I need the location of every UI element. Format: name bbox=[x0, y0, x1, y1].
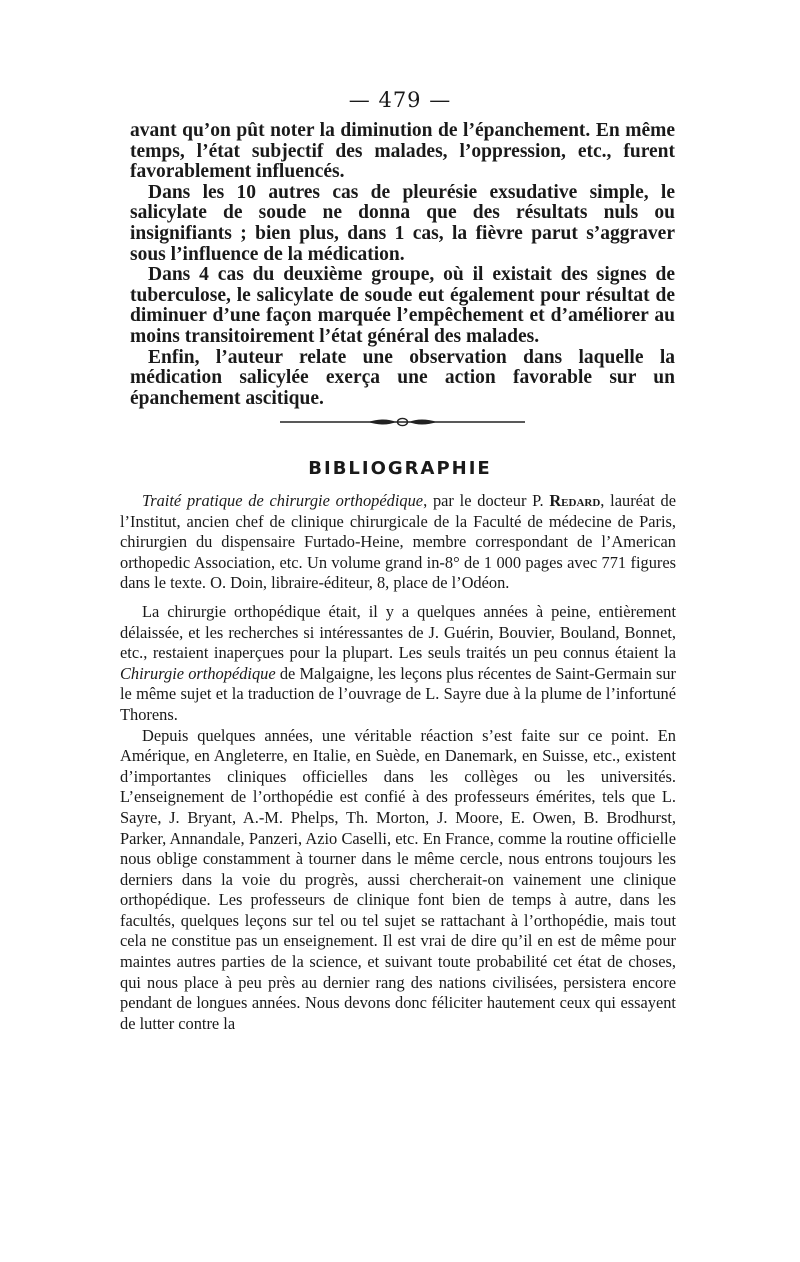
paragraph: Dans 4 cas du deuxième groupe, où il existait des signes de tuberculose, le salicylate de soude eut également pour résultat de diminuer d’une façon marquée l’empêchement et d’améliorer au moins transitoirement l’état général des malades. bbox=[130, 264, 675, 347]
ornamental-separator bbox=[280, 416, 525, 428]
bibliography-section bbox=[120, 491, 676, 1034]
paragraph: Enfin, l’auteur relate une observation dans laquelle la médication salicylée exerça une action favorable sur un épanchement ascitique. bbox=[130, 346, 675, 409]
review-paragraph: Depuis quelques années, une véritable réaction s’est faite sur ce point. En Amérique, en Angleterre, en Italie, en Suède, en Danemark, en Suisse, etc., existent d’importantes cliniques officielles dans les collèges ou les universités. L’enseignement de l’orthopédie est confié à des professeurs émérites, tels que L. Sayre, J. Bryant, A.-M. Phelps, Th. Morton, J. Moore, E. Owen, B. Brodhurst, Parker, Annandale, Panzeri, Azio Caselli, etc. En France, comme la routine officielle nous oblige constamment à tourner dans le même cercle, nous entrons toujours les derniers dans la voie du progrès, aussi chercherait-on vainement une clinique orthopédique. Les professeurs de clinique font bien de temps à autre, dans les facultés, quelques leçons sur tel ou tel sujet se rattachant à l’orthopédie, mais tout cela ne constitue pas un enseignement. Il est vrai de dire qu’il en est de même pour maintes autres parties de la science, et suivant toute probabilité cet état de choses, qui nous place à peu près au dernier rang des nations civilisées, persistera encore pendant de longues années. Nous devons donc féliciter hautement ceux qui essayent de lutter contre la bbox=[120, 725, 676, 1033]
bibliographic-reference bbox=[120, 491, 676, 594]
reference-text: , lauréat de l’Institut, ancien chef de clinique chirurgicale de la Faculté de médecine de Paris, chirurgien du dispensaire Furtado-Heine, membre correspondant de l’American orthopedic Association, etc. Un volume grand in-8° de 1 000 pages avec 771 figures dans le texte. O. Doin, libraire-éditeur, 8, place de l’Odéon. bbox=[120, 491, 676, 593]
reference-text: , par le docteur P. bbox=[423, 491, 550, 510]
author-name: Redard bbox=[549, 491, 601, 510]
book-title: Traité pratique de chirurgie orthopédique bbox=[142, 491, 424, 510]
paragraph: Dans les 10 autres cas de pleurésie exsudative simple, le salicylate de soude ne donna que des résultats nuls ou insignifiants ; bien plus, dans 1 cas, la fièvre parut s’aggraver sous l’influence de la médication. bbox=[130, 181, 675, 265]
article-continuation bbox=[130, 121, 675, 409]
paragraph: avant qu’on pût noter la diminution de l’épanchement. En même temps, l’état subjectif des malades, l’oppression, etc., furent favorablement influencés. bbox=[130, 120, 675, 183]
cited-title: Chirurgie orthopédique bbox=[120, 663, 276, 683]
page-number: — 479 — bbox=[348, 88, 452, 112]
review-paragraph bbox=[120, 602, 676, 726]
review-text: La chirurgie orthopédique était, il y a quelques années à peine, entièrement délaissée, et les recherches si intéressantes de J. Guérin, Bouvier, Bouland, Bonnet, etc., restaient inaperçues pour la plupart. Les seuls traités un peu connus étaient la bbox=[120, 601, 676, 663]
section-title: BIBLIOGRAPHIE bbox=[308, 458, 492, 479]
review-text: de Malgaigne, les leçons plus récentes de Saint-Germain sur le même sujet et la traduction de l’ouvrage de L. Sayre due à la plume de l’infortuné Thorens. bbox=[120, 663, 676, 724]
